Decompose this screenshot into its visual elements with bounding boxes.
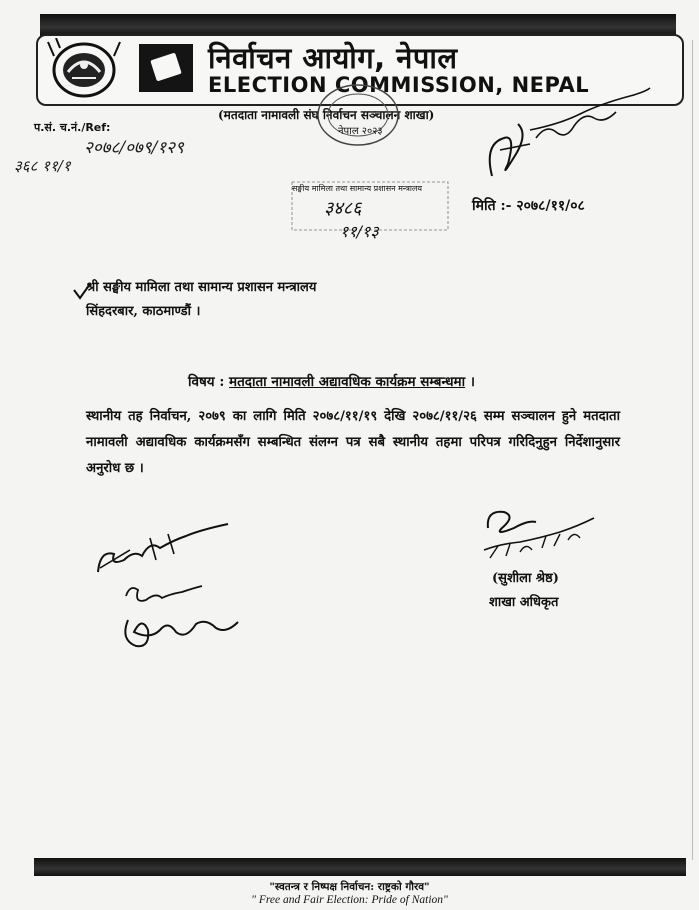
recipient-line-1: श्री सङ्घीय मामिला तथा सामान्य प्रशासन मन्त्रालय [86,280,317,295]
subject-line [188,372,475,390]
letter-body: स्थानीय तह निर्वाचन, २०७९ का लागि मिति २०७८/११/१९ देखि २०७८/११/२६ सम्म सञ्चालन हुने मतदाता नामावली अद्यावधिक कार्यक्रमसँग सम्बन्धित संलग्न पत्र सबै स्थानीय तहमा परिपत्र गरिदिनुहुन निर्देशानुसार अनुरोध छ । [86,409,620,476]
recipient-address [86,276,316,324]
recipient-line-2: सिंहदरबार, काठमाण्डौं । [86,304,201,319]
round-seal-icon [310,80,406,150]
signature-icon [480,498,600,568]
registration-note: ३६८ ११/१ [14,157,71,175]
signatory-title: शाखा अधिकृत [489,595,559,610]
footer-motto-nepali: "स्वतन्त्र र निष्पक्ष निर्वाचन: राष्ट्रको गौरव" [269,881,430,893]
header-bar [40,14,676,36]
org-name-nepali: निर्वाचन आयोग, नेपाल [208,41,458,75]
reference-number: २०७८/०७९/१२९ [84,138,184,158]
commission-logo-icon [139,44,193,92]
received-stamp-office: सङ्घीय मामिला तथा सामान्य प्रशासन मन्त्रालय [292,184,423,193]
reference-label: प.सं. च.नं./Ref: [34,121,111,134]
letter-date: मिति :- २०७८/११/०८ [472,198,585,214]
subject-text: मतदाता नामावली अद्यावधिक कार्यक्रम सम्बन्धमा [229,374,466,390]
footer-motto-english: " Free and Fair Election: Pride of Nation" [251,894,448,906]
top-signature-icon [470,84,670,184]
received-stamp-date: ११/१३ [340,222,379,241]
footer-bar [34,858,686,876]
received-stamp-number: ३४८६ [324,198,362,219]
seal-text: नेपाल २०२३ [338,126,383,137]
org-name-english: ELECTION COMMISSION, NEPAL [208,73,590,97]
signatory-name: (सुशीला श्रेष्ठ) [492,571,559,586]
scan-edge [692,40,693,860]
subject-end: । [469,374,475,390]
nepal-emblem-icon [46,38,122,100]
handwritten-notes-icon [90,520,270,660]
subject-label: विषय : [188,374,225,390]
branch-name: (मतदाता नामावली संघ निर्वाचन सञ्चालन शाखा) [218,108,435,122]
